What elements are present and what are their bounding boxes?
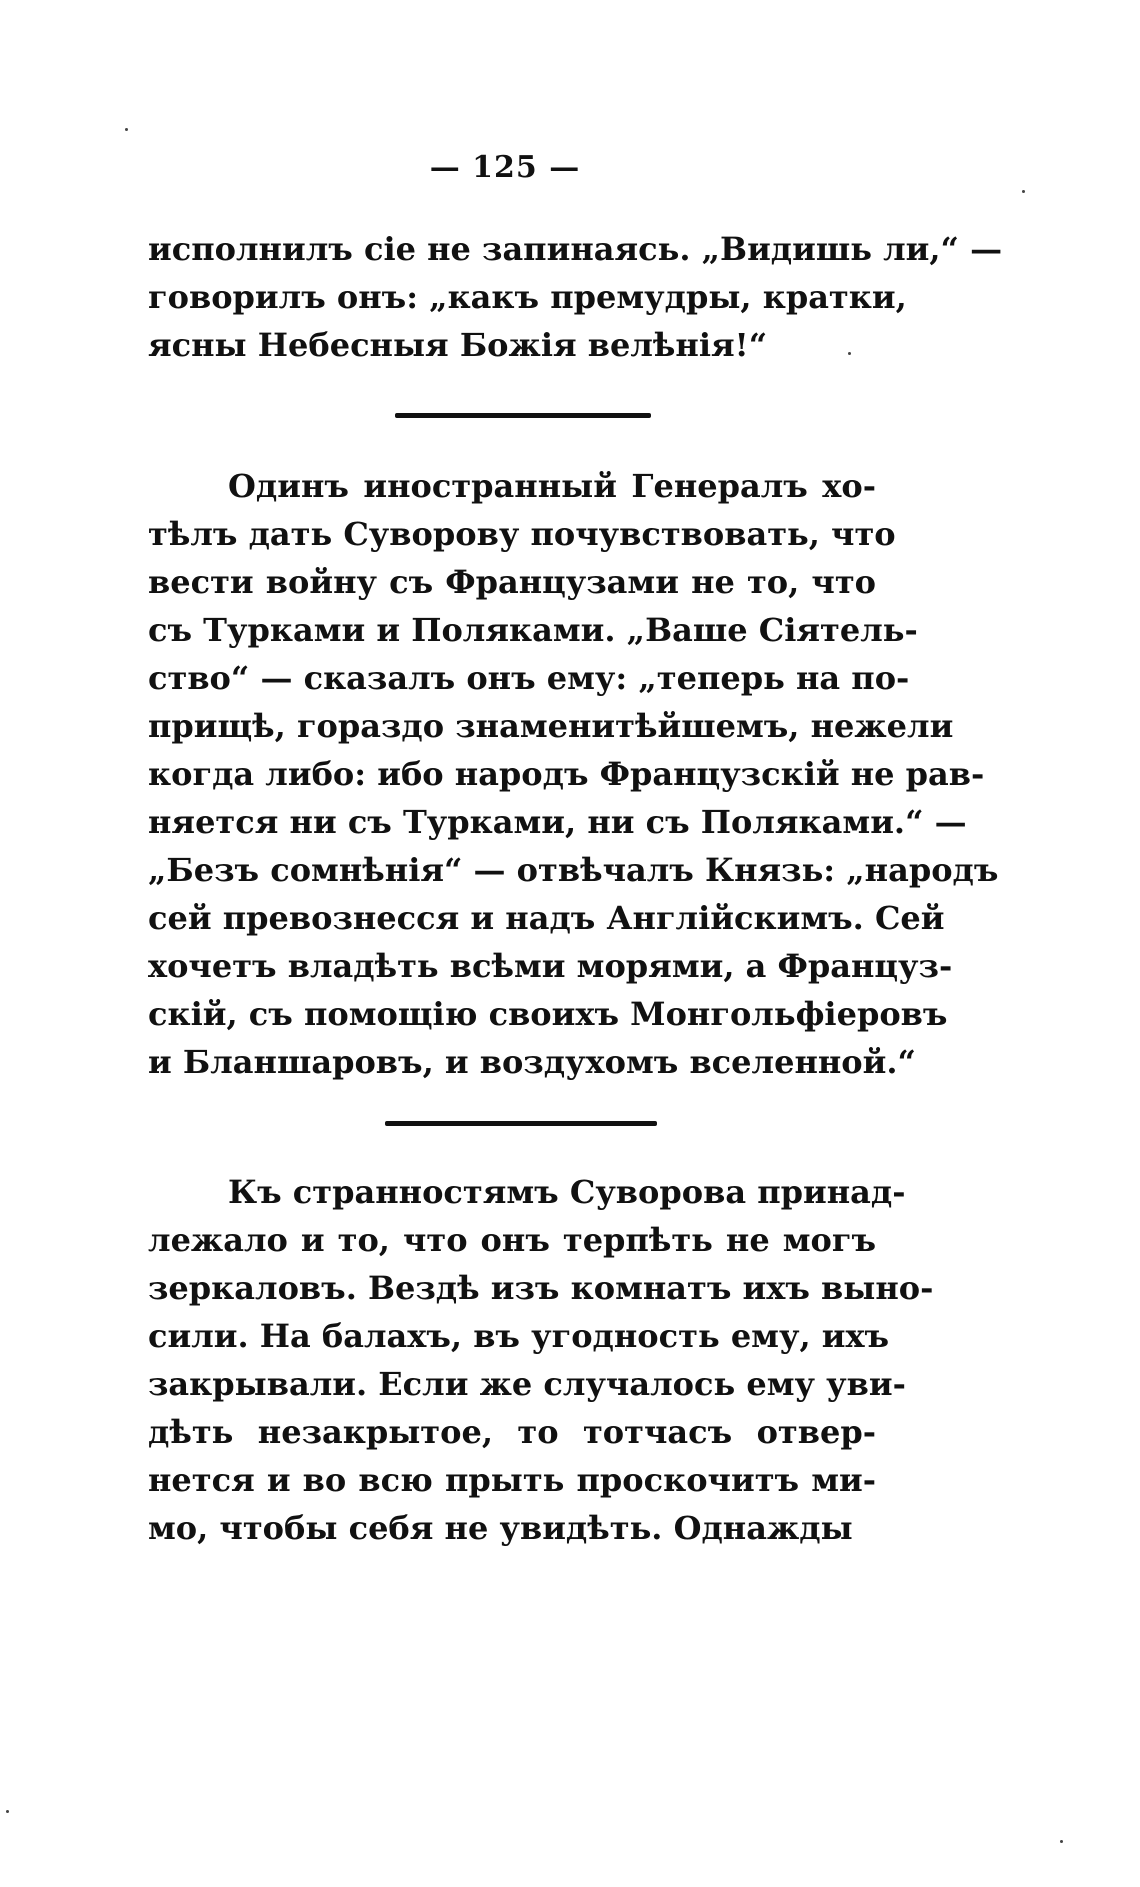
text-line: исполнилъ сіе не запинаясь. „Видишь ли,“ — [148, 230, 1003, 268]
text-line: и Бланшаровъ, и воздухомъ вселенной.“ [148, 1043, 916, 1081]
text-line: Одинъ иностранный Генералъ хо- [228, 467, 876, 505]
text-line: лежало и то, что онъ терпѣть не могъ [148, 1221, 876, 1259]
text-line: Къ странностямъ Суворова принад- [228, 1173, 906, 1211]
text-line: говорилъ онъ: „какъ премудры, кратки, [148, 278, 907, 316]
text-line: тѣлъ дать Суворову почувствовать, что [148, 515, 896, 553]
text-line: нется и во всю прыть проскочитъ ми- [148, 1461, 876, 1499]
paragraph-1 [148, 225, 1003, 369]
text-line: ясны Небесныя Божія велѣнія!“ [148, 326, 768, 364]
paper-speck [848, 352, 851, 355]
section-divider [395, 413, 651, 418]
text-line: сей превознесся и надъ Англійскимъ. Сей [148, 899, 945, 937]
text-line: дѣть незакрытое, то тотчасъ отвер- [148, 1413, 876, 1451]
paragraph-3 [148, 1168, 934, 1552]
text-line: ство“ — сказалъ онъ ему: „теперь на по- [148, 659, 910, 697]
paper-speck [1022, 190, 1025, 193]
text-line: хочетъ владѣть всѣми морями, а Француз- [148, 947, 953, 985]
section-divider [385, 1121, 657, 1126]
text-line: прищѣ, гораздо знаменитѣйшемъ, нежели [148, 707, 954, 745]
text-line: мо, чтобы себя не увидѣть. Однажды [148, 1509, 853, 1547]
text-line: вести войну съ Французами не то, что [148, 563, 876, 601]
paper-speck [1060, 1840, 1063, 1843]
page-number: — 125 — [429, 150, 581, 185]
text-line: „Безъ сомнѣнія“ — отвѣчалъ Князь: „народъ [148, 851, 999, 889]
text-line: съ Турками и Поляками. „Ваше Сіятель- [148, 611, 918, 649]
paper-speck [125, 128, 128, 131]
text-line: зеркаловъ. Вездѣ изъ комнатъ ихъ выно- [148, 1269, 934, 1307]
text-line: няется ни съ Турками, ни съ Поляками.“ — [148, 803, 967, 841]
paragraph-2 [148, 462, 999, 1086]
text-line: сили. На балахъ, въ угодность ему, ихъ [148, 1317, 890, 1355]
text-line: когда либо: ибо народъ Французскій не рав- [148, 755, 985, 793]
text-line: закрывали. Если же случалось ему уви- [148, 1365, 906, 1403]
paper-speck [6, 1810, 9, 1813]
text-line: скій, съ помощію своихъ Монгольфіеровъ [148, 995, 948, 1033]
